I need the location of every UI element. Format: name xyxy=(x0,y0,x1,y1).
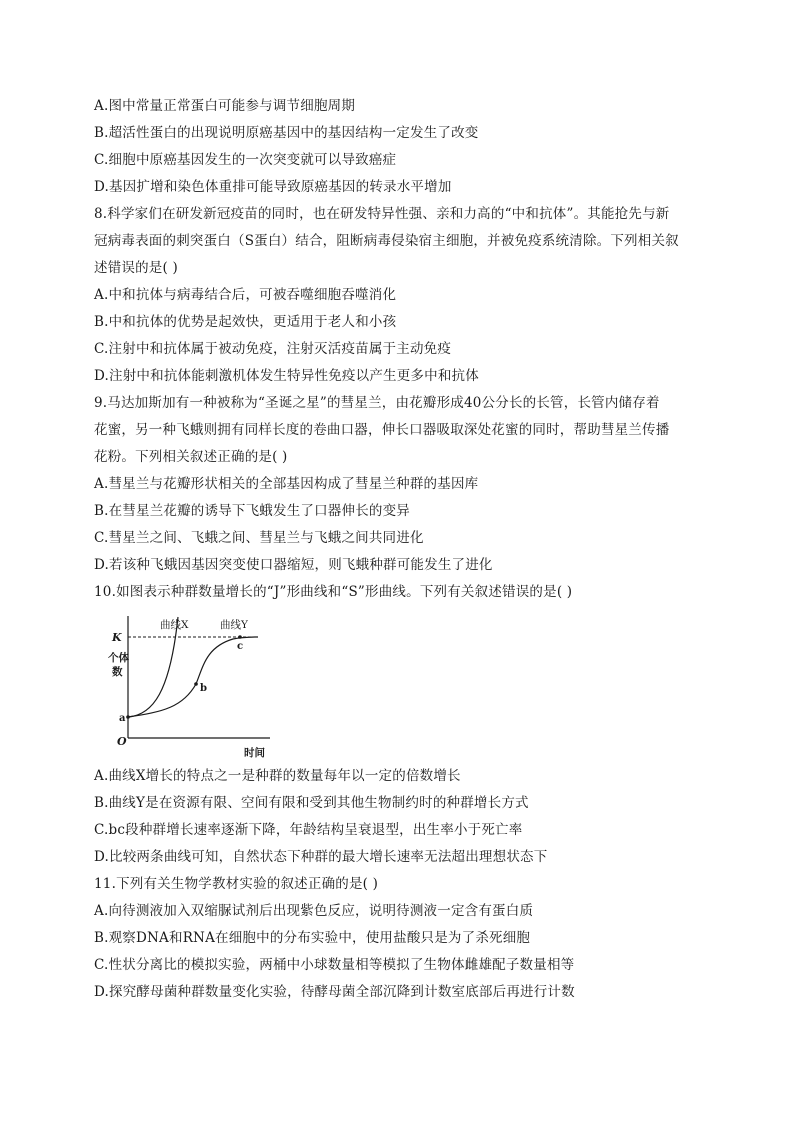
q7-option-b: B.超活性蛋白的出现说明原癌基因中的基因结构一定发生了改变 xyxy=(94,125,479,141)
q10-option-c: C.bc段种群增长速率逐渐下降，年龄结构呈衰退型，出生率小于死亡率 xyxy=(94,822,523,838)
q8-stem-line-2: 冠病毒表面的刺突蛋白（S蛋白）结合，阻断病毒侵染宿主细胞，并被免疫系统清除。下列相关叙 xyxy=(94,233,679,249)
q9-option-b: B.在彗星兰花瓣的诱导下飞蛾发生了口器伸长的变异 xyxy=(94,503,411,519)
q11-option-c: C.性状分离比的模拟实验，两桶中小球数量相等模拟了生物体雌雄配子数量相等 xyxy=(94,957,575,973)
q9-stem-line-1: 9.马达加斯加有一种被称为“圣诞之星”的彗星兰，由花瓣形成40公分长的长管，长管内储存着 xyxy=(94,395,660,411)
point-c-label: c xyxy=(237,641,244,652)
q9-option-d: D.若该种飞蛾因基因突变使口器缩短，则飞蛾种群可能发生了进化 xyxy=(94,557,493,573)
q10-option-a: A.曲线X增长的特点之一是种群的数量每年以一定的倍数增长 xyxy=(94,768,461,784)
x-axis-label: 时间 xyxy=(244,747,265,759)
point-c-marker xyxy=(238,635,242,639)
point-b-marker xyxy=(194,682,198,686)
q8-stem-line-3: 述错误的是( ) xyxy=(94,260,178,276)
q7-option-c: C.细胞中原癌基因发生的一次突变就可以导致癌症 xyxy=(94,152,397,168)
q11-stem: 11.下列有关生物学教材实验的叙述正确的是( ) xyxy=(94,876,379,892)
curve-y-label: 曲线Y xyxy=(220,619,248,631)
curve-x xyxy=(128,617,178,717)
population-growth-figure xyxy=(108,612,278,762)
q8-option-b: B.中和抗体的优势是起效快，更适用于老人和小孩 xyxy=(94,314,397,330)
q8-stem-line-1: 8.科学家们在研发新冠疫苗的同时，也在研发特异性强、亲和力高的“中和抗体”。其能抢先与新 xyxy=(94,206,670,222)
q9-option-a: A.彗星兰与花瓣形状相关的全部基因构成了彗星兰种群的基因库 xyxy=(94,476,479,492)
q7-option-a: A.图中常量正常蛋白可能参与调节细胞周期 xyxy=(94,98,356,114)
origin-label: O xyxy=(117,735,127,748)
q11-option-b: B.观察DNA和RNA在细胞中的分布实验中，使用盐酸只是为了杀死细胞 xyxy=(94,930,531,946)
curve-x-label: 曲线X xyxy=(160,619,189,631)
q8-option-d: D.注射中和抗体能刺激机体发生特异性免疫以产生更多中和抗体 xyxy=(94,368,479,384)
q8-option-a: A.中和抗体与病毒结合后，可被吞噬细胞吞噬消化 xyxy=(94,287,397,303)
q10-option-d: D.比较两条曲线可知，自然状态下种群的最大增长速率无法超出理想状态下 xyxy=(94,849,548,865)
q10-stem: 10.如图表示种群数量增长的“J”形曲线和“S”形曲线。下列有关叙述错误的是( ) xyxy=(94,584,573,600)
q10-option-b: B.曲线Y是在资源有限、空间有限和受到其他生物制约时的种群增长方式 xyxy=(94,795,529,811)
point-a-label: a xyxy=(119,713,126,724)
point-b-label: b xyxy=(200,683,207,694)
y-axis-label-1: 个体 xyxy=(108,652,129,664)
q7-option-d: D.基因扩增和染色体重排可能导致原癌基因的转录水平增加 xyxy=(94,179,452,195)
k-label: K xyxy=(112,631,122,644)
q11-option-a: A.向待测液加入双缩脲试剂后出现紫色反应，说明待测液一定含有蛋白质 xyxy=(94,903,534,919)
q9-option-c: C.彗星兰之间、飞蛾之间、彗星兰与飞蛾之间共同进化 xyxy=(94,530,424,546)
q8-option-c: C.注射中和抗体属于被动免疫，注射灭活疫苗属于主动免疫 xyxy=(94,341,452,357)
point-a-marker xyxy=(126,715,130,719)
y-axis-label-2: 数 xyxy=(112,666,123,678)
q9-stem-line-2: 花蜜，另一种飞蛾则拥有同样长度的卷曲口器，伸长口器吸取深处花蜜的同时，帮助彗星兰传播 xyxy=(94,422,670,438)
q11-option-d: D.探究酵母菌种群数量变化实验，待酵母菌全部沉降到计数室底部后再进行计数 xyxy=(94,984,575,1000)
q9-stem-line-3: 花粉。下列相关叙述正确的是( ) xyxy=(94,449,288,465)
